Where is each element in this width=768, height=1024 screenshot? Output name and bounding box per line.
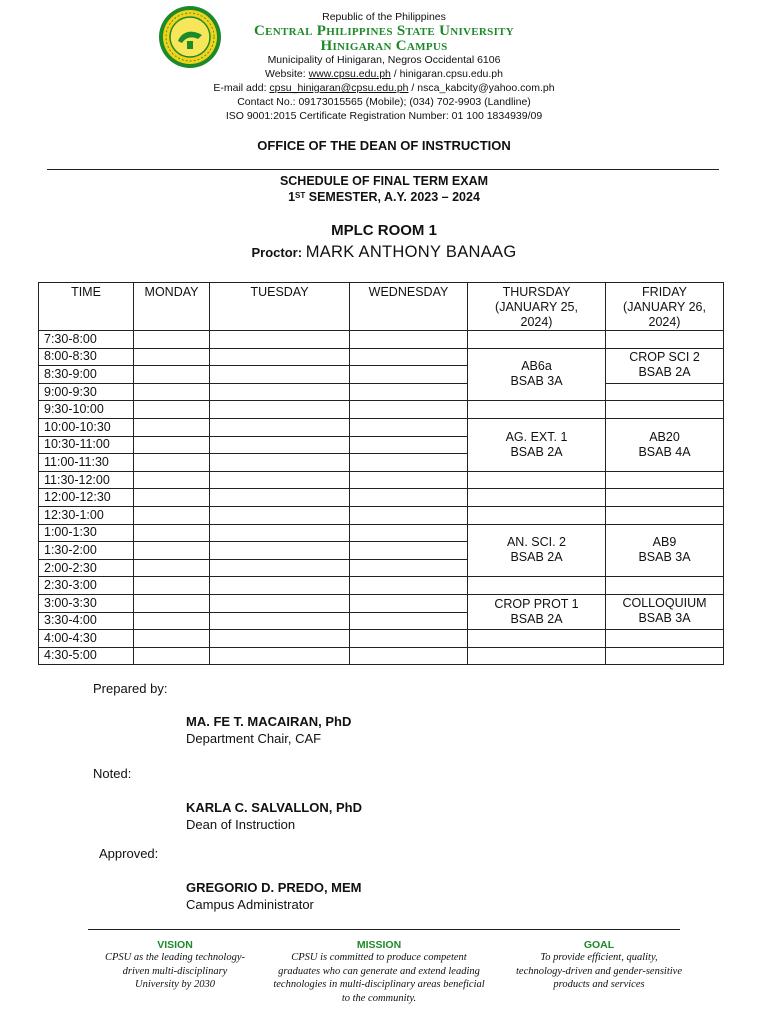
website-link[interactable]: www.cpsu.edu.ph — [308, 68, 391, 80]
office-title: OFFICE OF THE DEAN OF INSTRUCTION — [257, 138, 511, 153]
address-line: Municipality of Hinigaran, Negros Occidental 6106 — [267, 54, 501, 66]
contact-line: Contact No.: 09173015565 (Mobile); (034) 702-9903 (Landline) — [237, 96, 531, 108]
university-name: Central Philippines State University — [253, 23, 515, 39]
noted-signatory: KARLA C. SALVALLON, PhD Dean of Instruction — [186, 800, 362, 832]
website-line — [140, 67, 628, 81]
exam-section: BSAB 3A — [510, 374, 563, 389]
table-row — [39, 348, 724, 366]
table-row — [39, 383, 724, 401]
table-row — [39, 489, 724, 507]
email-line — [140, 81, 628, 95]
iso-line: ISO 9001:2015 Certificate Registration Number: 01 100 1834939/09 — [225, 110, 543, 122]
col-header-friday: FRIDAY (JANUARY 26, 2024) — [606, 283, 724, 331]
tuesday-cell — [210, 489, 350, 507]
tuesday-cell — [210, 366, 350, 384]
tuesday-cell — [210, 524, 350, 542]
time-slot: 9:00-9:30 — [39, 383, 134, 401]
monday-cell — [134, 489, 210, 507]
wednesday-cell — [350, 401, 468, 419]
exam-subject: AB20 — [649, 429, 680, 444]
wednesday-cell — [350, 471, 468, 489]
thursday-cell — [468, 471, 606, 489]
time-slot: 8:30-9:00 — [39, 366, 134, 384]
prepared-label: Prepared by: — [93, 681, 168, 696]
tuesday-cell — [210, 612, 350, 630]
wednesday-cell — [350, 647, 468, 665]
wednesday-cell — [350, 418, 468, 436]
monday-cell — [134, 524, 210, 542]
col-header-tuesday: TUESDAY — [210, 283, 350, 331]
monday-cell — [134, 436, 210, 454]
time-slot: 11:00-11:30 — [39, 454, 134, 472]
wednesday-cell — [350, 454, 468, 472]
friday-exam-cell — [606, 348, 724, 383]
friday-cell — [606, 630, 724, 648]
monday-cell — [134, 630, 210, 648]
exam-subject: AN. SCI. 2 — [506, 535, 567, 550]
time-slot: 12:30-1:00 — [39, 506, 134, 524]
wednesday-cell — [350, 366, 468, 384]
email-link[interactable]: cpsu_hinigaran@cpsu.edu.ph — [269, 82, 409, 94]
thursday-exam-cell — [468, 348, 606, 401]
tuesday-cell — [210, 647, 350, 665]
time-slot: 4:30-5:00 — [39, 647, 134, 665]
time-slot: 3:00-3:30 — [39, 594, 134, 612]
monday-cell — [134, 559, 210, 577]
prepared-signatory: MA. FE T. MACAIRAN, PhD Department Chair, CAF — [186, 714, 352, 746]
wednesday-cell — [350, 559, 468, 577]
goal-block: GOAL To provide efficient, quality, technology-driven and gender-sensitive products and services — [516, 939, 682, 990]
time-slot: 2:30-3:00 — [39, 577, 134, 595]
wednesday-cell — [350, 630, 468, 648]
vision-block: VISION CPSU as the leading technology- driven multi-disciplinary University by 2030 — [105, 939, 245, 990]
thursday-cell — [468, 489, 606, 507]
thursday-exam-cell — [468, 594, 606, 629]
monday-cell — [134, 506, 210, 524]
col-header-time: TIME — [39, 283, 134, 331]
exam-section: BSAB 4A — [638, 444, 691, 459]
tuesday-cell — [210, 506, 350, 524]
mission-block: MISSION CPSU is committed to produce competent graduates who can generate and extend leading technologies in multi-disciplinary areas beneficial to the community. — [273, 939, 485, 1004]
time-slot: 12:00-12:30 — [39, 489, 134, 507]
monday-cell — [134, 577, 210, 595]
exam-section: BSAB 3A — [638, 610, 691, 625]
table-row — [39, 577, 724, 595]
col-header-wednesday: WEDNESDAY — [350, 283, 468, 331]
footer-divider — [88, 929, 680, 930]
wednesday-cell — [350, 594, 468, 612]
approved-signatory: GREGORIO D. PREDO, MEM Campus Administrator — [186, 880, 362, 912]
friday-cell — [606, 577, 724, 595]
exam-subject: CROP SCI 2 — [629, 349, 700, 364]
friday-cell — [606, 506, 724, 524]
email-label: E-mail add: — [213, 82, 270, 94]
tuesday-cell — [210, 454, 350, 472]
exam-section: BSAB 2A — [638, 364, 691, 379]
time-slot: 11:30-12:00 — [39, 471, 134, 489]
tuesday-cell — [210, 594, 350, 612]
table-row — [39, 594, 724, 612]
thursday-exam-cell — [468, 524, 606, 577]
tuesday-cell — [210, 559, 350, 577]
thursday-cell — [468, 331, 606, 349]
wednesday-cell — [350, 524, 468, 542]
friday-cell — [606, 647, 724, 665]
table-row — [39, 401, 724, 419]
monday-cell — [134, 594, 210, 612]
table-row — [39, 647, 724, 665]
monday-cell — [134, 542, 210, 560]
wednesday-cell — [350, 612, 468, 630]
table-row — [39, 418, 724, 436]
thursday-cell — [468, 577, 606, 595]
wednesday-cell — [350, 436, 468, 454]
website-label: Website: — [265, 68, 309, 80]
monday-cell — [134, 647, 210, 665]
friday-cell — [606, 331, 724, 349]
tuesday-cell — [210, 471, 350, 489]
friday-exam-cell — [606, 418, 724, 471]
thursday-cell — [468, 630, 606, 648]
table-row — [39, 506, 724, 524]
campus-name: Hinigaran Campus — [320, 38, 448, 54]
monday-cell — [134, 401, 210, 419]
tuesday-cell — [210, 630, 350, 648]
monday-cell — [134, 454, 210, 472]
exam-subject: AB9 — [652, 535, 677, 550]
proctor-name: MARK ANTHONY BANAAG — [305, 243, 517, 261]
table-row — [39, 630, 724, 648]
time-slot: 8:00-8:30 — [39, 348, 134, 366]
exam-section: BSAB 2A — [510, 444, 563, 459]
col-header-thursday: THURSDAY (JANUARY 25, 2024) — [468, 283, 606, 331]
exam-subject: CROP PROT 1 — [494, 597, 579, 611]
col-header-monday: MONDAY — [134, 283, 210, 331]
email-alt: / nsca_kabcity@yahoo.com.ph — [408, 82, 555, 94]
wednesday-cell — [350, 348, 468, 366]
time-slot: 10:30-11:00 — [39, 436, 134, 454]
time-slot: 3:30-4:00 — [39, 612, 134, 630]
table-row — [39, 331, 724, 349]
room-title: MPLC ROOM 1 — [331, 222, 437, 239]
table-header-row — [39, 283, 724, 331]
table-row — [39, 471, 724, 489]
friday-exam-cell — [606, 524, 724, 577]
exam-schedule-table — [38, 282, 724, 665]
monday-cell — [134, 612, 210, 630]
tuesday-cell — [210, 418, 350, 436]
wednesday-cell — [350, 577, 468, 595]
thursday-cell — [468, 506, 606, 524]
proctor-line — [0, 243, 768, 262]
tuesday-cell — [210, 436, 350, 454]
tuesday-cell — [210, 331, 350, 349]
wednesday-cell — [350, 331, 468, 349]
time-slot: 1:30-2:00 — [39, 542, 134, 560]
tuesday-cell — [210, 577, 350, 595]
time-slot: 1:00-1:30 — [39, 524, 134, 542]
friday-cell — [606, 489, 724, 507]
proctor-label: Proctor: — [251, 245, 306, 260]
exam-subject: AG. EXT. 1 — [505, 429, 568, 444]
monday-cell — [134, 366, 210, 384]
tuesday-cell — [210, 383, 350, 401]
semester-line: 1ST SEMESTER, A.Y. 2023 – 2024 — [288, 190, 480, 204]
exam-section: BSAB 3A — [638, 550, 691, 565]
exam-section: BSAB 2A — [510, 612, 563, 626]
friday-cell — [606, 471, 724, 489]
noted-label: Noted: — [93, 766, 132, 781]
republic-line: Republic of the Philippines — [322, 11, 446, 23]
monday-cell — [134, 383, 210, 401]
schedule-title — [0, 173, 768, 205]
wednesday-cell — [350, 506, 468, 524]
table-row — [39, 524, 724, 542]
time-slot: 4:00-4:30 — [39, 630, 134, 648]
time-slot: 2:00-2:30 — [39, 559, 134, 577]
divider — [47, 169, 719, 170]
exam-subject: AB6a — [521, 359, 552, 374]
wednesday-cell — [350, 542, 468, 560]
monday-cell — [134, 348, 210, 366]
thursday-cell — [468, 647, 606, 665]
friday-cell — [606, 401, 724, 419]
friday-exam-cell — [606, 594, 724, 629]
friday-cell — [606, 383, 724, 401]
thursday-cell — [468, 401, 606, 419]
exam-subject: COLLOQUIUM — [622, 595, 707, 610]
thursday-exam-cell — [468, 418, 606, 471]
time-slot: 10:00-10:30 — [39, 418, 134, 436]
wednesday-cell — [350, 383, 468, 401]
time-slot: 7:30-8:00 — [39, 331, 134, 349]
time-slot: 9:30-10:00 — [39, 401, 134, 419]
tuesday-cell — [210, 401, 350, 419]
wednesday-cell — [350, 489, 468, 507]
monday-cell — [134, 418, 210, 436]
tuesday-cell — [210, 542, 350, 560]
monday-cell — [134, 331, 210, 349]
tuesday-cell — [210, 348, 350, 366]
website-alt: / hinigaran.cpsu.edu.ph — [390, 68, 503, 80]
schedule-title-line1: SCHEDULE OF FINAL TERM EXAM — [279, 174, 489, 188]
exam-section: BSAB 2A — [510, 550, 563, 565]
approved-label: Approved: — [99, 846, 159, 861]
monday-cell — [134, 471, 210, 489]
